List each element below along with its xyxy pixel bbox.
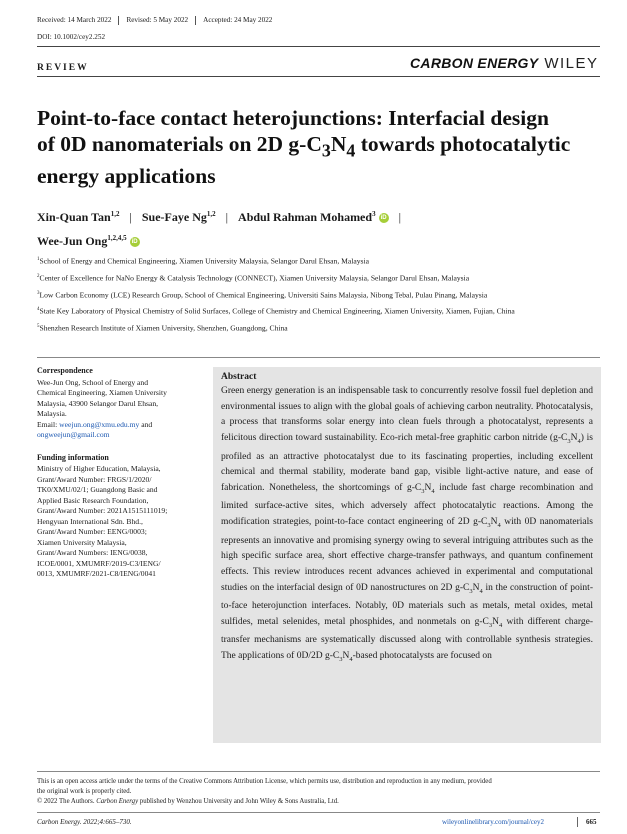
correspondence-heading: Correspondence (37, 366, 93, 375)
article-dates (37, 16, 272, 25)
license-note (37, 777, 600, 807)
section-rule (37, 76, 600, 77)
funding-list (37, 464, 207, 580)
funding-line: ICOE/0001, XMUMRF/2019-C3/IENG/ (37, 558, 161, 568)
title-line: of 0D nanomaterials on 2D $g-C_3N_4$ towards photocatalytic (37, 132, 571, 161)
email-link[interactable]: ongweejun@gmail.com (37, 430, 110, 439)
accepted-date: Accepted: 24 May 2022 (203, 16, 273, 25)
doi[interactable]: DOI: 10.1002/cey2.252 (37, 33, 106, 41)
body-rule (37, 357, 600, 358)
received-date: Received: 14 March 2022 (37, 16, 112, 25)
funding-line: Ministry of Higher Education, Malaysia, (37, 464, 161, 473)
funding-line: Grant/Award Number: FRGS/1/2020/ (37, 474, 152, 484)
page-number: 665 (586, 818, 597, 826)
affiliation: $^4$State Key Laboratory of Physical Chemistry of Solid Surfaces, College of Chemistry and Chemical Engineering, Xiamen University, Xiamen, Fujian, China (37, 307, 515, 317)
wiley-logo: WILEY (544, 55, 599, 72)
orcid-icon[interactable]: iD (131, 239, 138, 246)
correspondence-line: Malaysia, 43900 Selangor Darul Ehsan, (37, 398, 159, 408)
funding-line: Hengyuan International Sdn. Bhd., (37, 516, 143, 526)
author-affil: 1,2 (110, 210, 120, 218)
abstract-text: Green energy generation is an indispensable task to concurrently resolve fossil fuel depletion and environmental issues to align with the global goals of achieving carbon neutrality. Photocatalysis, a process that transforms solar energy into clean fuels through a photocatalyst, represents a felicitous direction toward sustainability. Eco-rich metal-free graphitic carbon nitride $(g-C_3N_4)$ is profiled as an attractive photocatalyst due to its fascinating properties, including excellent chemical and thermal stability, moderate band gap, visible light-active nature, and ease of fabrication. Nonetheless, the shortcomings of $g-C_3N_4$ include fast charge recombination and limited surface-active sites, which adversely affect photocatalytic reactions. Among the modification strategies, point-to-face contact engineering of 2D $g-C_3N_4$ with 0D nanomaterials represents an innovative and promising synergy owing to several intriguing attributes such as the high specific surface area, short effective charge-transfer pathways, and quantum confinement effects. This review introduces recent advances achieved in experimental and computational studies on the interfacial design of 0D nanostructures on 2D $g-C_3N_4$ in the construction of point-to-face heterojunction interfaces. Notably, 0D materials such as metals, metal oxides, metal sulfides, metal selenides, metal phosphides, and nonmetals on $g-C_3N_4$ with different charge-transfer mechanisms are systematically discussed along with controllable synthesis strategies. The applications of 0D/2D $g-C_3N_4$-based photocatalysts are focused on (221, 386, 593, 663)
sidebar (37, 366, 207, 580)
journal-url[interactable]: wileyonlinelibrary.com/journal/cey2 (442, 818, 544, 826)
email-line: Email: weejun.ong@xmu.edu.my and (37, 419, 153, 429)
title-line: Point-to-face contact heterojunctions: Interfacial design (37, 106, 549, 130)
funding-line: 0013, XMUMRF/2021-C8/IENG/0041 (37, 569, 156, 578)
title-line: energy applications (37, 164, 216, 189)
author-name[interactable]: Sue-Faye Ng (141, 210, 207, 224)
author-name[interactable]: Wee-Jun Ong (37, 234, 108, 248)
author-name[interactable]: Xin-Quan Tan (37, 210, 111, 224)
author-affil: 3 (372, 210, 376, 218)
article-title (37, 105, 597, 189)
author-affil: 1,2,4,5 (107, 234, 127, 242)
affiliations (37, 252, 602, 336)
bottom-rule (37, 812, 600, 813)
orcid-icon[interactable]: iD (380, 215, 387, 222)
funding-line: Grant/Award Numbers: IENG/0038, (37, 548, 148, 557)
correspondence-line: Malaysia. (37, 409, 67, 418)
author-name[interactable]: Abdul Rahman Mohamed (238, 210, 373, 224)
affiliation: $^2$Center of Excellence for NaNo Energy & Catalysis Technology (CONNECT), Xiamen University Malaysia, Selangor Darul Ehsan, Malaysia (37, 273, 470, 283)
divider (577, 817, 578, 827)
funding-line: Grant/Award Number: EENG/0003; (37, 527, 147, 536)
author-affil: 1,2 (206, 210, 216, 218)
email-link[interactable]: weejun.ong@xmu.edu.my (59, 419, 140, 429)
revised-date: Revised: 5 May 2022 (126, 16, 189, 25)
divider (118, 16, 119, 25)
abstract-heading: Abstract (221, 372, 257, 382)
footer-rule (37, 771, 600, 772)
header-rule (37, 46, 600, 47)
copyright: © 2022 The Authors. Carbon Energy published by Wenzhou University and John Wiley & Sons Australia, Ltd. (37, 798, 339, 805)
funding-line: Applied Basic Research Foundation, (37, 495, 149, 505)
license-text: This is an open access article under the terms of the Creative Commons Attribution License, which permits use, distribution and reproduction in any medium, provided (37, 778, 492, 785)
journal-brand (410, 55, 599, 73)
affiliation: $^3$Low Carbon Economy (LCE) Research Group, School of Chemical Engineering, Universiti Sains Malaysia, Nibong Tebal, Pulau Pinang, Malaysia (37, 290, 488, 300)
affiliation: $^1$School of Energy and Chemical Engineering, Xiamen University Malaysia, Selangor Darul Ehsan, Malaysia (37, 256, 369, 266)
correspondence-line: Wee-Jun Ong, School of Energy and (37, 377, 149, 387)
funding-line: TK0/XMU/02/1; Guangdong Basic and (37, 485, 158, 494)
divider (195, 16, 196, 25)
page-footer (37, 818, 600, 826)
funding-line: Xiamen University Malaysia, (37, 537, 127, 547)
author-list: Xin-Quan Tan$^{1,2}$ | Sue-Faye Ng$^{1,2}$ | Abdul Rahman Mohamed$^3$iD | Wee-Jun Ong$^{1,2,4,5}$iD (37, 210, 401, 248)
funding-line: Grant/Award Number: 2021A1515111019; (37, 506, 168, 515)
affiliation: $^5$Shenzhen Research Institute of Xiamen University, Shenzhen, Guangdong, China (37, 323, 288, 333)
abstract-box (213, 367, 601, 743)
section-label: REVIEW (37, 63, 89, 73)
funding-heading: Funding information (37, 452, 109, 462)
license-text: the original work is properly cited. (37, 788, 132, 795)
citation: Carbon Energy. 2022;4:665–730. (37, 818, 132, 826)
correspondence-line: Chemical Engineering, Xiamen University (37, 388, 167, 397)
carbon-energy-logo: CARBON ENERGY (410, 55, 539, 71)
